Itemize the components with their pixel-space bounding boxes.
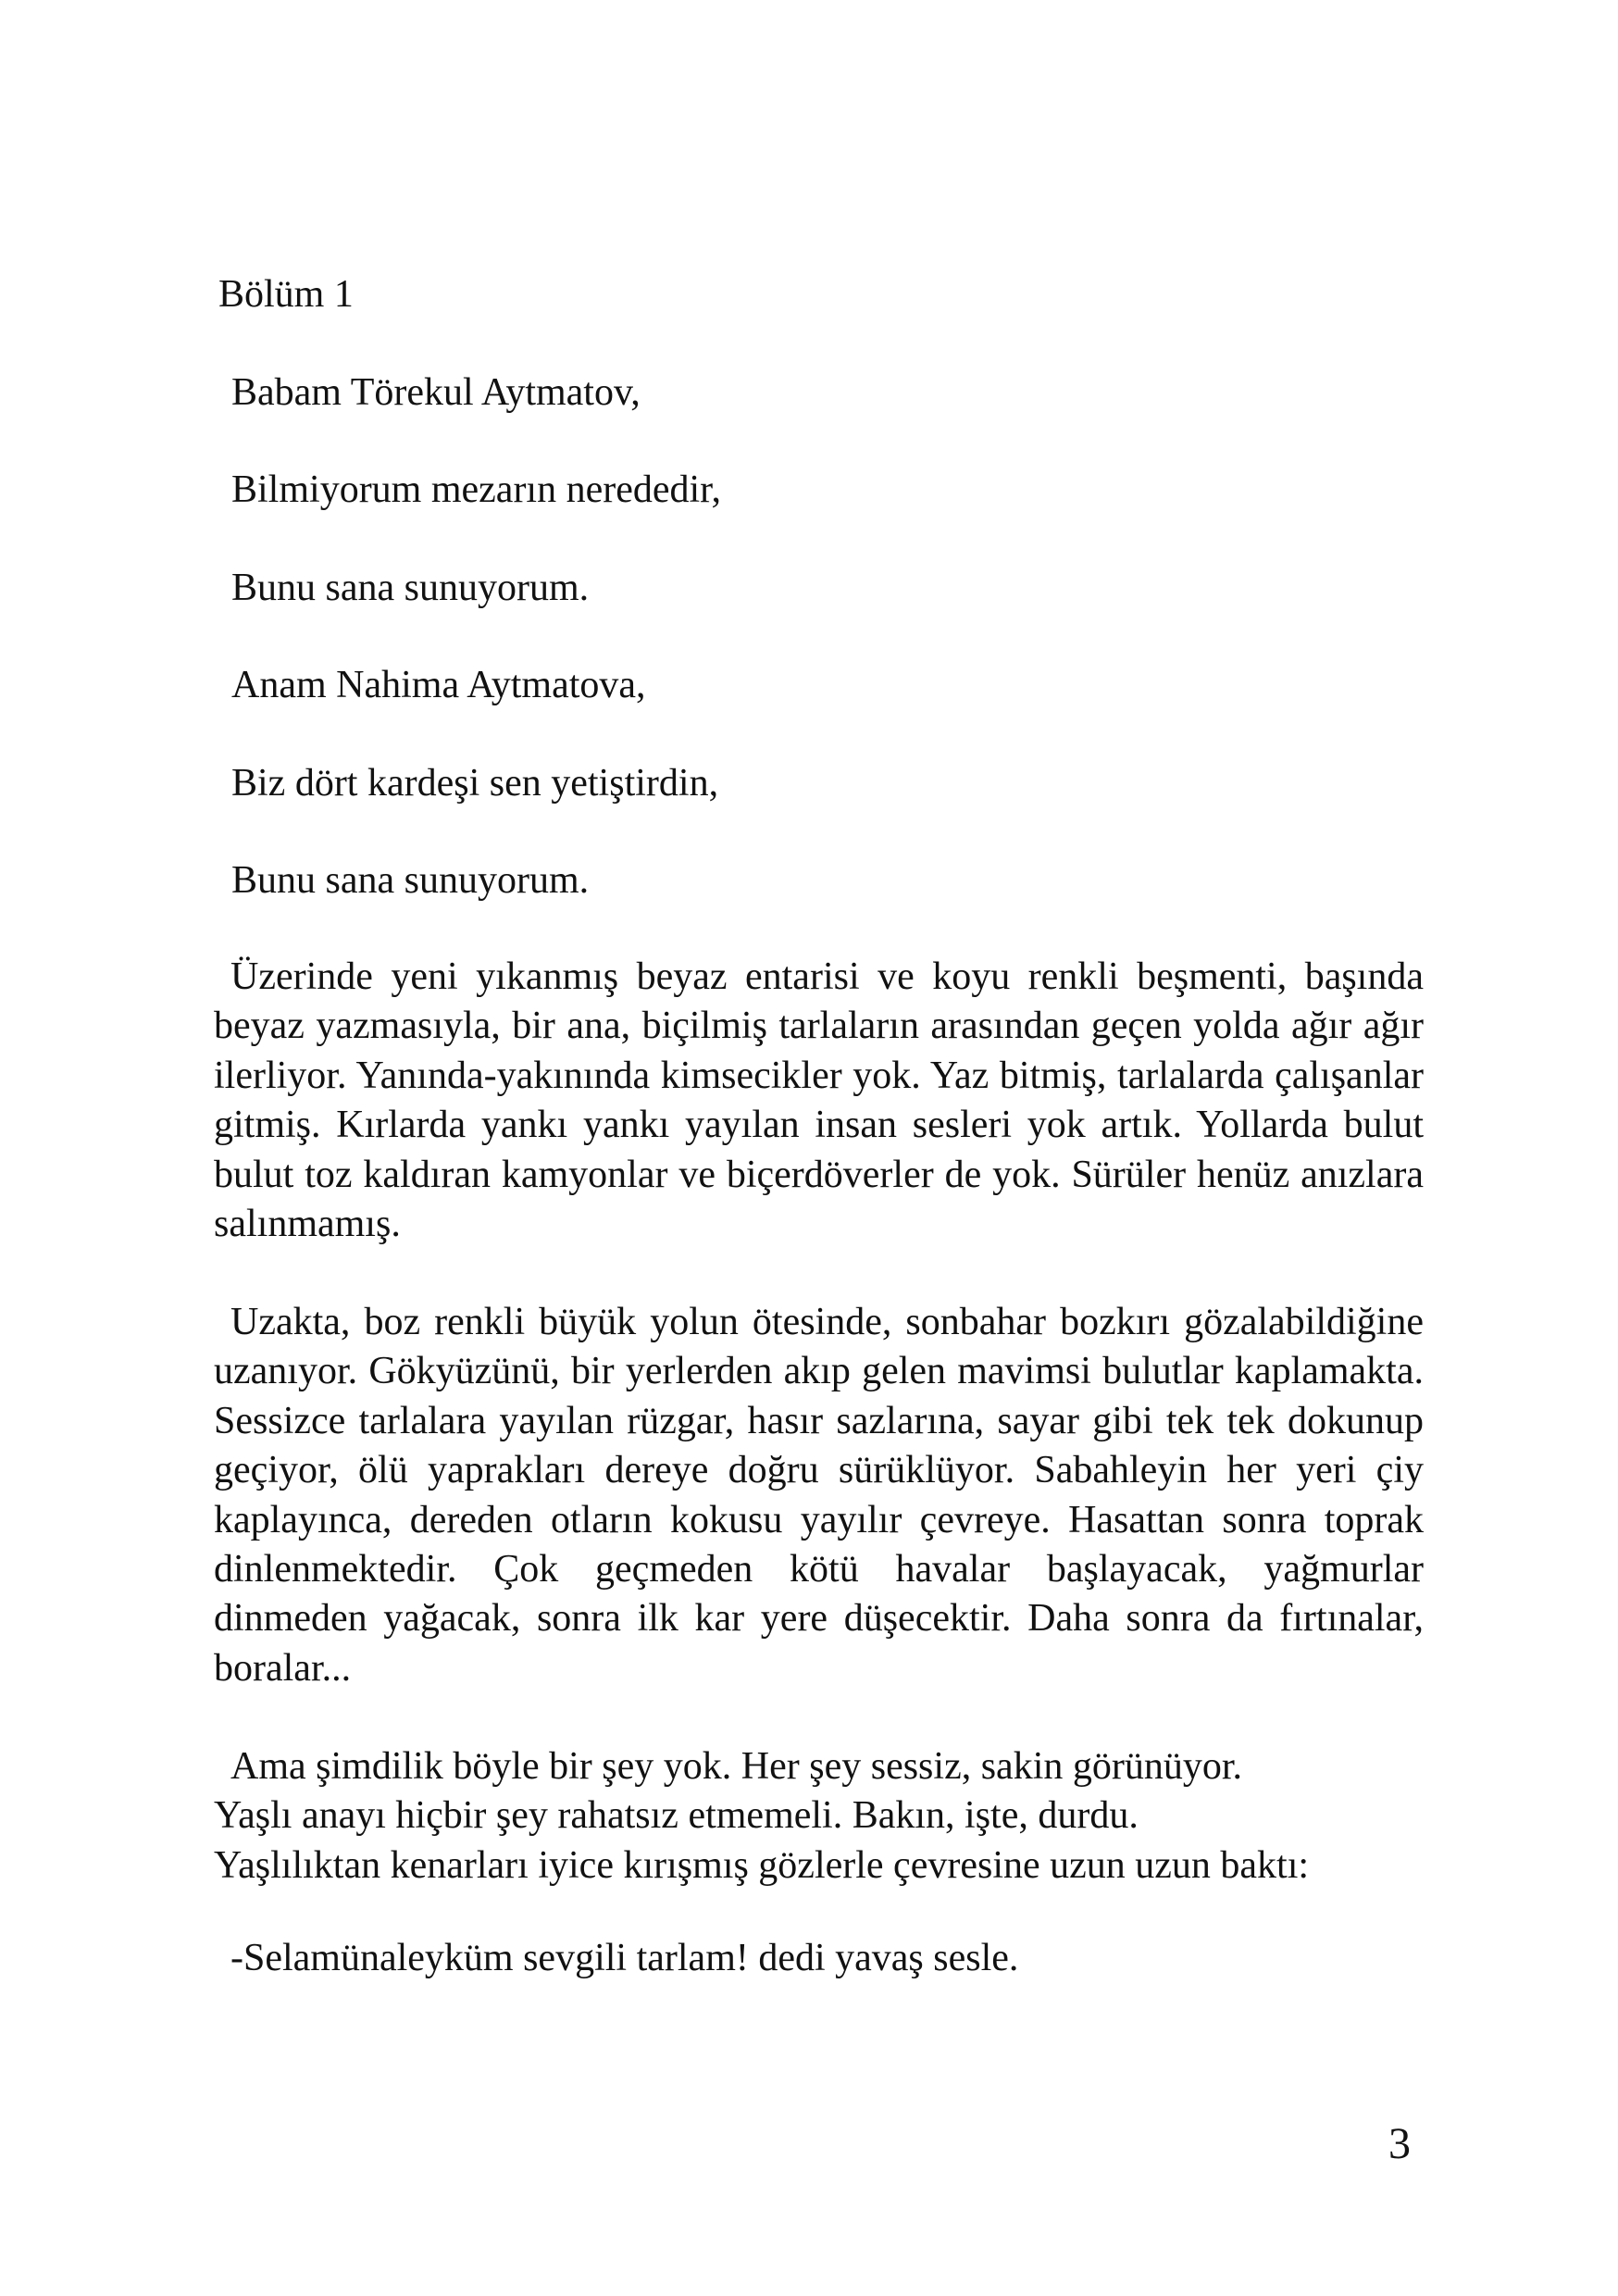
dedication-line: Bilmiyorum mezarın nerededir, xyxy=(231,468,721,511)
dedication-line: Babam Törekul Aytmatov, xyxy=(231,371,641,414)
chapter-title: Bölüm 1 xyxy=(218,273,354,316)
paragraph-3 xyxy=(214,1742,1309,1890)
paragraph-1-text: Üzerinde yeni yıkanmış beyaz entarisi ve koyu renkli beşmenti, başında beyaz yazmasıyla, bir ana, biçilmiş tarlaların arasından geçen yolda ağır ağır ilerliyor. Yanında-yakınında kimsecikler yok. Yaz bitmiş, tarlalarda çalışanlar gitmiş. Kırlarda yankı yankı yayılan insan sesleri yok artık. Yollarda bulut bulut toz kaldıran kamyonlar ve biçerdöverler de yok. Sürüler henüz anızlara salınmamış. xyxy=(214,955,1424,1246)
dedication-line: Bunu sana sunuyorum. xyxy=(231,567,590,609)
paragraph-1 xyxy=(214,953,1424,1249)
dedication-line: Biz dört kardeşi sen yetiştirdin, xyxy=(231,762,719,805)
paragraph-3-line: Ama şimdilik böyle bir şey yok. Her şey sessiz, sakin görünüyor. xyxy=(230,1745,1243,1788)
page-number: 3 xyxy=(1388,2119,1411,2168)
dedication-line: Bunu sana sunuyorum. xyxy=(231,859,590,902)
paragraph-2 xyxy=(214,1298,1424,1693)
dialogue-line: -Selamünaleyküm sevgili tarlam! dedi yavaş sesle. xyxy=(230,1937,1019,1979)
paragraph-3-line: Yaşlı anayı hiçbir şey rahatsız etmemeli. Bakın, işte, durdu. xyxy=(214,1794,1139,1838)
paragraph-3-line: Yaşlılıktan kenarları iyice kırışmış gözlerle çevresine uzun uzun baktı: xyxy=(214,1843,1310,1887)
paragraph-2-text: Uzakta, boz renkli büyük yolun ötesinde, sonbahar bozkırı gözalabildiğine uzanıyor. Gökyüzünü, bir yerlerden akıp gelen mavimsi bulutlar kaplamakta. Sessizce tarlalara yayılan rüzgar, hasır sazlarına, sayar gibi tek tek dokunup geçiyor, ölü yaprakları dereye doğru sürüklüyor. Sabahleyin her yeri çiy kaplayınca, dereden otların kokusu yayılır çevreye. Hasattan sonra toprak dinlenmektedir. Çok geçmeden kötü havalar başlayacak, yağmurlar dinmeden yağacak, sonra ilk kar yere düşecektir. Daha sonra da fırtınalar, boralar... xyxy=(214,1301,1424,1690)
dedication-line: Anam Nahima Aytmatova, xyxy=(231,664,646,706)
